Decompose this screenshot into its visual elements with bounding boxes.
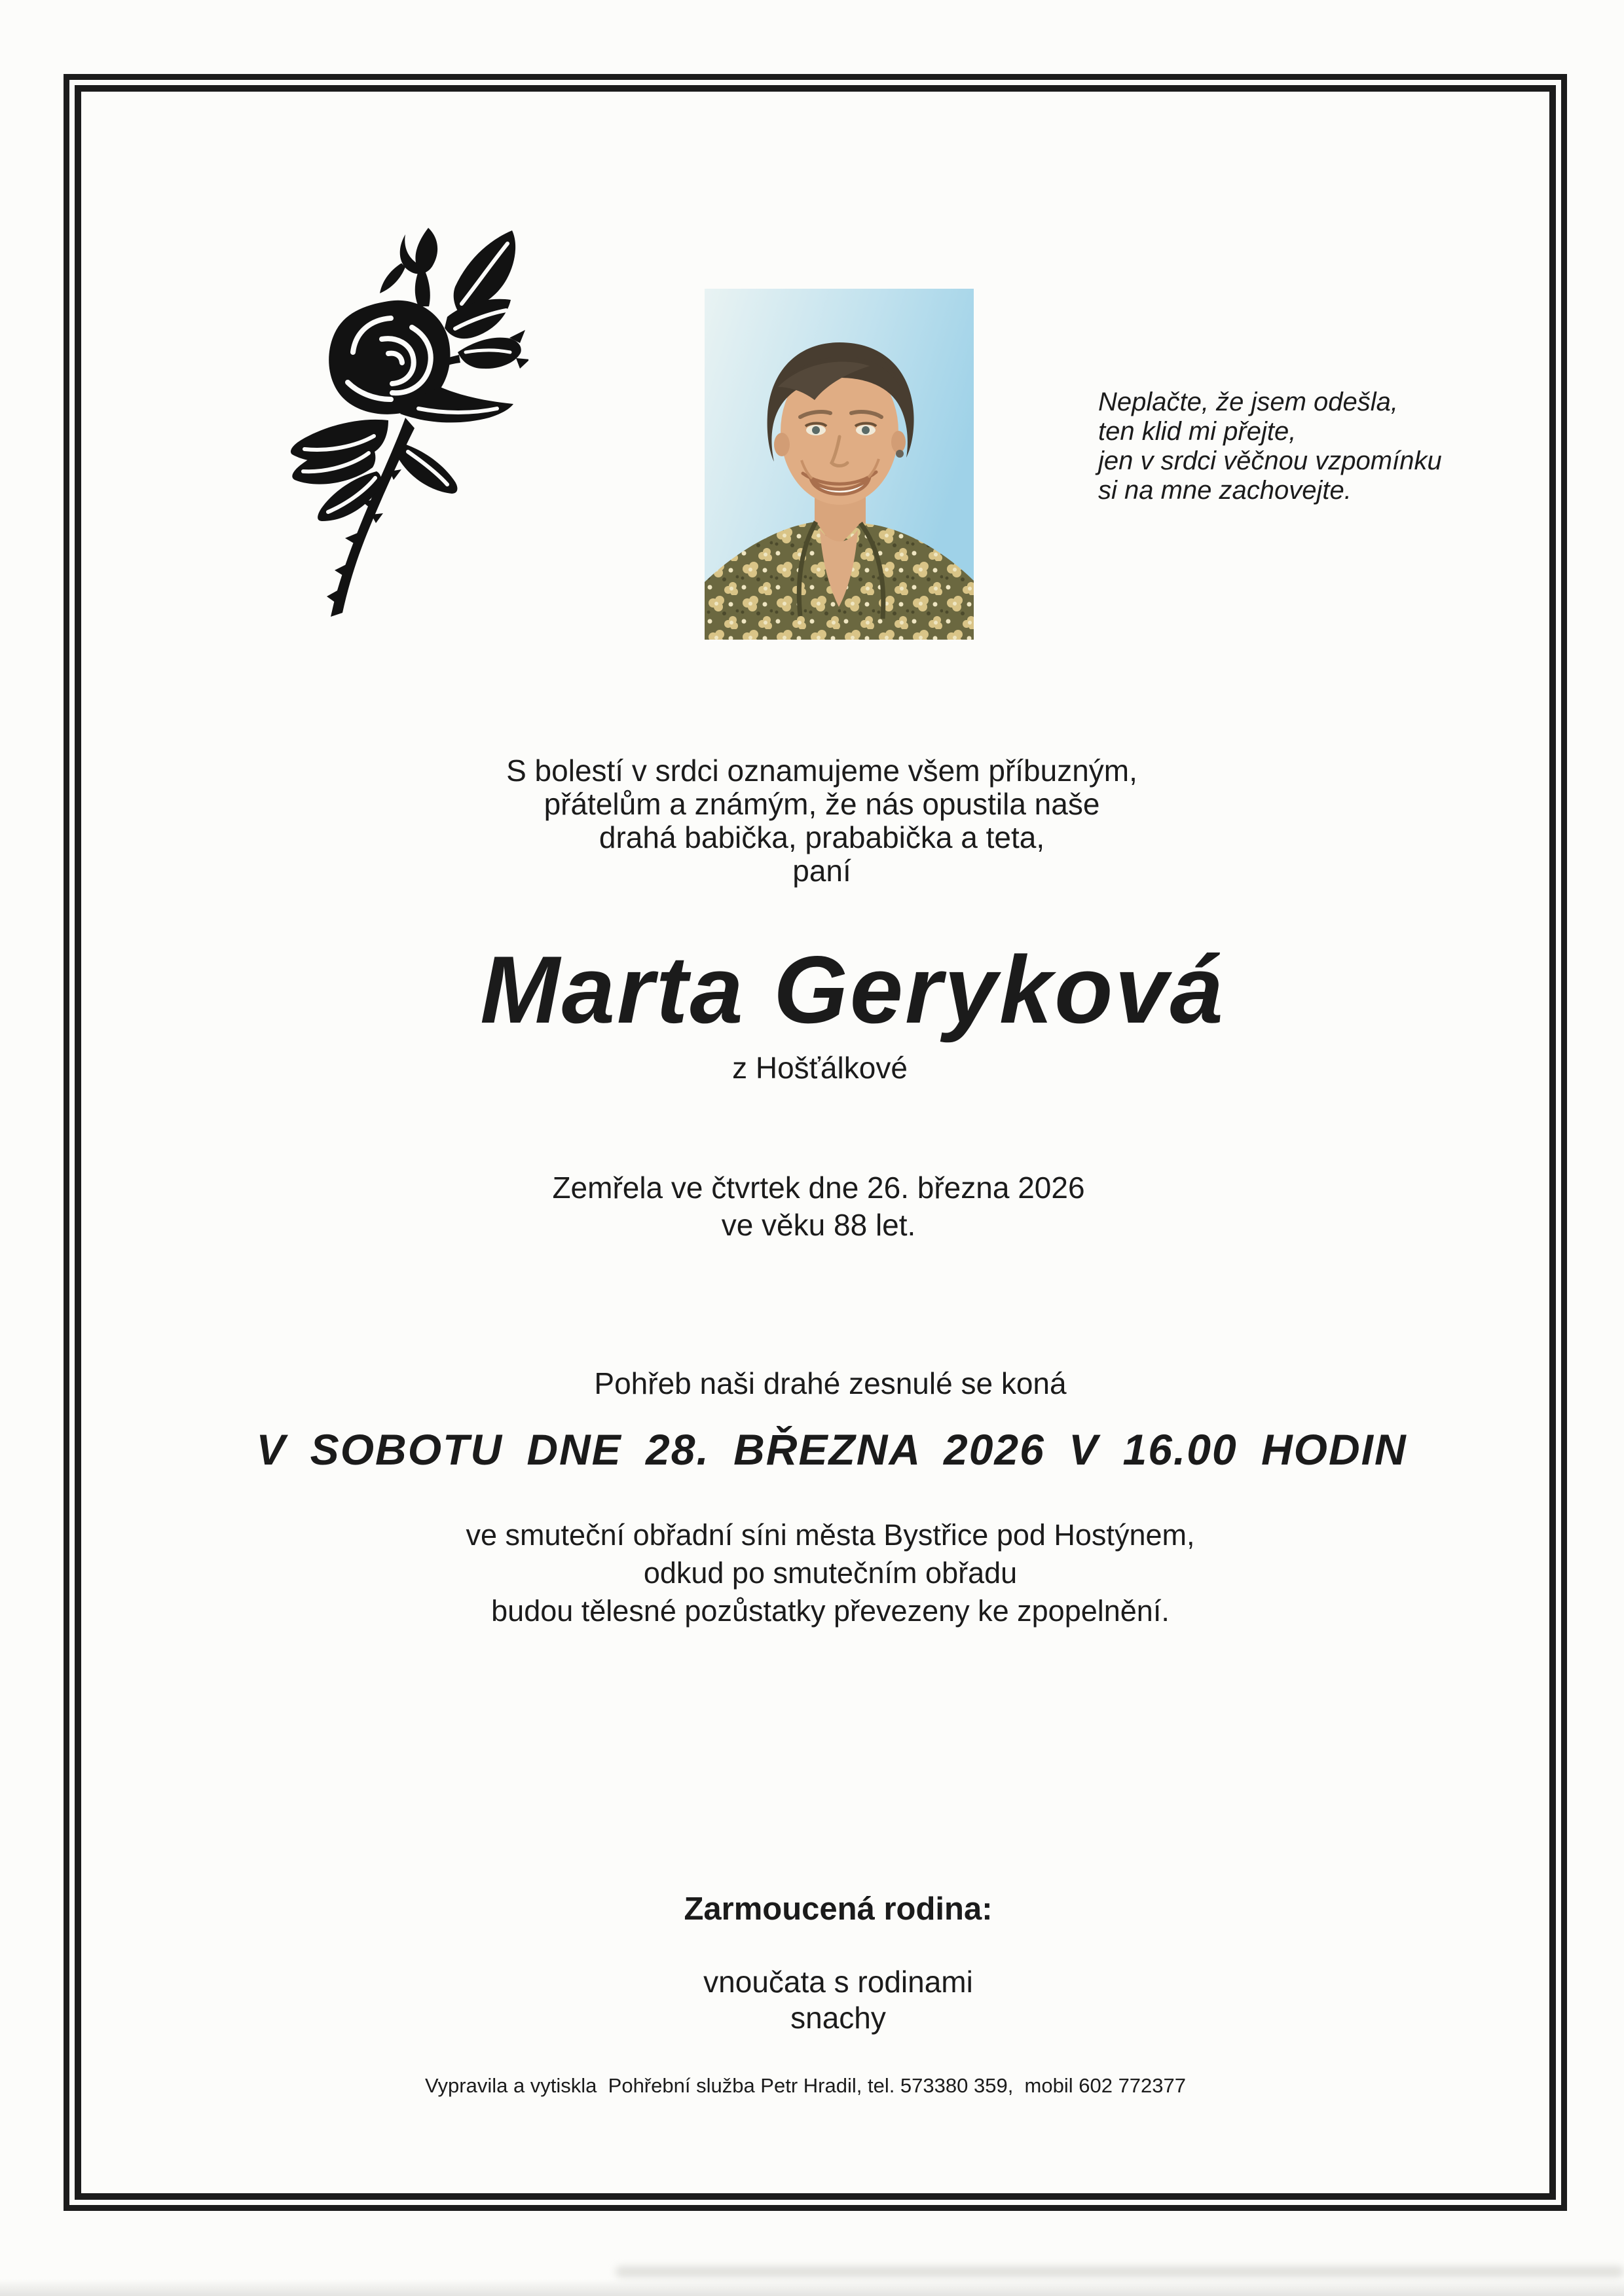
funeral-datetime: V SOBOTU DNE 28. BŘEZNA 2026 V 16.00 HODIN	[256, 1425, 1407, 1474]
family-members	[26, 1964, 1624, 2036]
location-line: odkud po smutečním obřadu	[643, 1556, 1018, 1590]
black-rose-icon	[290, 224, 528, 618]
announcement-line: S bolestí v srdci oznamujeme všem příbuzným,	[506, 754, 1137, 788]
announcement-text	[10, 754, 1624, 888]
funeral-intro: Pohřeb naši drahé zesnulé se koná	[594, 1366, 1067, 1400]
announcement-line: přátelům a známým, že nás opustila naše	[544, 787, 1100, 821]
poem-line: jen v srdci věčnou vzpomínku	[1098, 446, 1442, 475]
deceased-name: Marta Geryková	[480, 936, 1225, 1043]
announcement-line: paní	[792, 854, 851, 888]
family-member-line: snachy	[790, 2001, 886, 2035]
poem-line: ten klid mi přejte,	[1098, 417, 1297, 446]
funeral-service-credit: Vypravila a vytiskla Pohřební služba Petr Hradil, tel. 573380 359, mobil 602 772377	[424, 2074, 1187, 2097]
poem-line: Neplačte, že jsem odešla,	[1098, 388, 1399, 416]
scan-artifact	[616, 2267, 1624, 2277]
funeral-location	[18, 1516, 1624, 1630]
family-member-line: vnoučata s rodinami	[703, 1965, 973, 1999]
rose-silhouette	[291, 228, 528, 617]
announcement-line: drahá babička, prababička a teta,	[599, 820, 1045, 854]
deceased-origin: z Hošťálkové	[732, 1051, 908, 1085]
location-line: budou tělesné pozůstatky převezeny ke zpopelnění.	[491, 1594, 1170, 1628]
family-heading: Zarmoucená rodina:	[684, 1891, 993, 1927]
portrait-photo	[705, 289, 974, 640]
poem-line: si na mne zachovejte.	[1098, 476, 1352, 505]
scan-edge-shadow	[0, 2279, 1624, 2296]
location-line: ve smuteční obřadní síni města Bystřice pod Hostýnem,	[466, 1518, 1195, 1552]
death-line: ve věku 88 let.	[721, 1208, 916, 1242]
death-date-text	[7, 1169, 1624, 1244]
death-line: Zemřela ve čtvrtek dne 26. března 2026	[552, 1171, 1085, 1205]
memorial-poem	[1098, 388, 1517, 505]
